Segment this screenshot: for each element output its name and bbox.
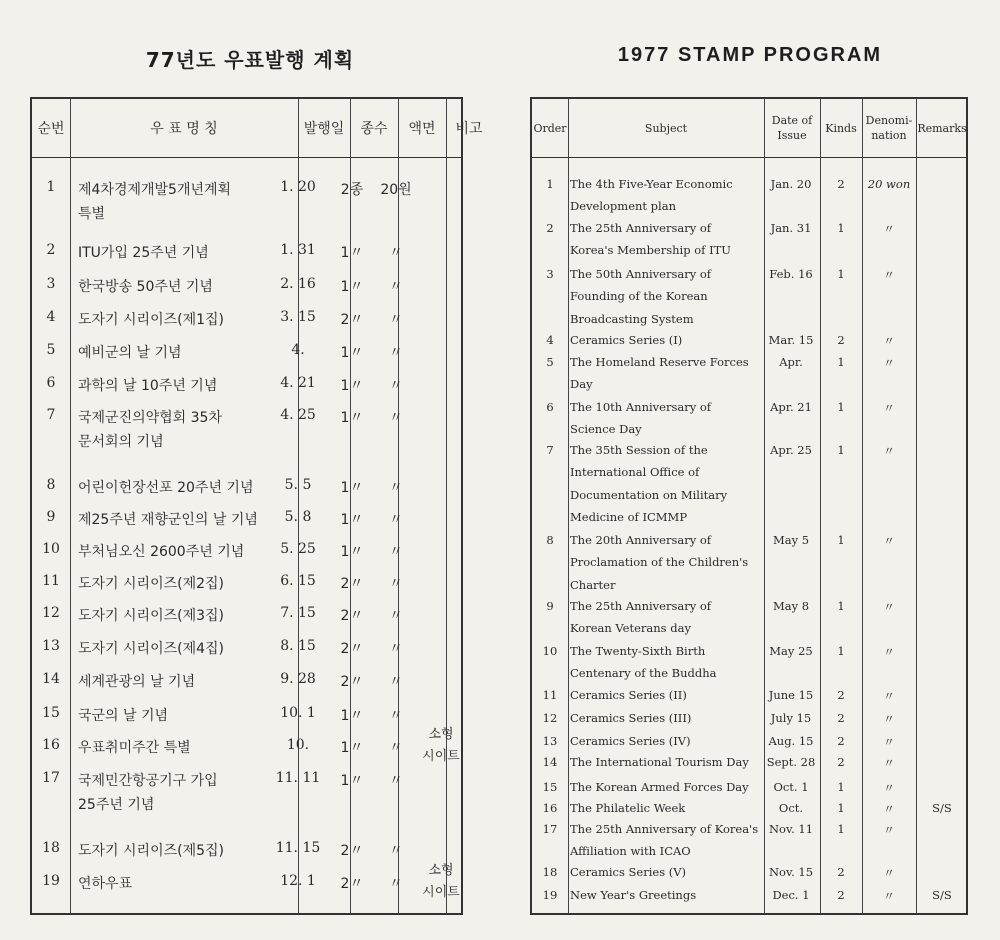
denomination: 〃 [883, 645, 895, 659]
subject: Ceramics Series (II) [570, 688, 687, 702]
issue-date: 12. 1 [280, 873, 316, 889]
row-order: 7 [546, 443, 554, 457]
stamp-name: 예비군의 날 기념 [78, 345, 182, 361]
header-remarks: Remarks [917, 121, 967, 135]
kinds: 1 [837, 355, 845, 369]
subject: Medicine of ICMMP [570, 509, 688, 524]
row-order: 10 [42, 541, 60, 557]
subject: International Office of [570, 465, 700, 480]
kinds: 1〃 [340, 544, 364, 560]
row-order: 1 [546, 177, 554, 191]
row-order: 12 [42, 605, 60, 621]
header-order: 순번 [37, 121, 65, 137]
denomination: 〃 [883, 889, 895, 903]
denomination: 〃 [389, 641, 403, 657]
issue-date: 1. 20 [280, 179, 316, 195]
stamp-name: 어린이헌장선포 20주년 기념 [78, 480, 254, 496]
kinds: 2〃 [340, 608, 364, 624]
kinds: 2〃 [340, 312, 364, 328]
subject: New Year's Greetings [570, 888, 697, 902]
remarks: 소형 [428, 727, 454, 742]
header-name: 우 표 명 칭 [150, 121, 218, 137]
row-order: 19 [542, 888, 558, 902]
kinds: 1〃 [340, 773, 364, 789]
kinds: 2종 [340, 182, 364, 198]
kinds: 1〃 [340, 708, 364, 724]
stamp-name: 특별 [78, 206, 106, 222]
remarks: 시이트 [422, 885, 460, 900]
subject: The 25th Anniversary of [570, 221, 712, 235]
denomination: 〃 [883, 268, 895, 282]
issue-date: 4. 21 [280, 375, 316, 391]
subject: Day [570, 377, 593, 392]
kinds: 2〃 [340, 876, 364, 892]
subject: The 25th Anniversary of Korea's [570, 822, 759, 836]
issue-date: 5. 25 [280, 541, 316, 557]
denomination: 〃 [389, 674, 403, 690]
denomination: 〃 [389, 245, 403, 261]
date-of-issue: Oct. [778, 801, 804, 815]
denomination: 〃 [883, 534, 895, 548]
row-order: 10 [542, 644, 558, 658]
korean-stamp-table [30, 97, 483, 915]
english-table-header [532, 99, 966, 158]
issue-date: 10. 1 [280, 705, 316, 721]
subject: Centenary of the Buddha [570, 666, 717, 681]
denomination: 〃 [883, 781, 895, 795]
row-order: 19 [42, 873, 60, 889]
header-date: 발행일 [303, 121, 345, 137]
subject: Charter [570, 577, 616, 592]
subject: The Korean Armed Forces Day [570, 780, 749, 794]
denomination: 〃 [883, 866, 895, 880]
issue-date: 5. 8 [284, 509, 312, 525]
denomination: 〃 [389, 544, 403, 560]
subject: Ceramics Series (I) [570, 333, 683, 347]
subject: The 20th Anniversary of [570, 533, 712, 547]
denomination: 〃 [883, 712, 895, 726]
kinds: 1〃 [340, 345, 364, 361]
issue-date: 4. 25 [280, 407, 316, 423]
row-order: 18 [542, 865, 558, 879]
stamp-name: 문서회의 기념 [78, 434, 164, 450]
denomination: 〃 [883, 401, 895, 415]
row-order: 16 [542, 801, 558, 815]
row-order: 2 [546, 221, 554, 235]
subject: Ceramics Series (III) [570, 711, 692, 725]
row-order: 15 [542, 780, 558, 794]
denomination: 〃 [389, 512, 403, 528]
stamp-name: 제25주년 재향군인의 날 기념 [78, 512, 258, 528]
date-of-issue: May 25 [769, 644, 813, 658]
row-order: 4 [46, 309, 56, 325]
korean-table-header [32, 99, 483, 158]
stamp-name: 도자기 시리이즈(제1집) [78, 312, 224, 328]
row-order: 3 [46, 276, 56, 292]
kinds: 1 [837, 533, 845, 547]
kinds: 2〃 [340, 674, 364, 690]
denomination: 〃 [883, 222, 895, 236]
kinds: 2 [837, 888, 845, 902]
date-of-issue: July 15 [770, 711, 812, 725]
kinds: 1〃 [340, 480, 364, 496]
denomination: 〃 [883, 823, 895, 837]
row-order: 9 [546, 599, 554, 613]
denomination: 〃 [883, 334, 895, 348]
kinds: 2 [837, 711, 845, 725]
row-order: 14 [542, 755, 558, 769]
denomination: 〃 [389, 480, 403, 496]
subject: The 35th Session of the [570, 443, 708, 457]
denomination: 20원 [380, 182, 412, 198]
kinds: 1〃 [340, 410, 364, 426]
date-of-issue: Aug. 15 [768, 734, 814, 748]
subject: The 50th Anniversary of [570, 267, 712, 281]
row-order: 4 [546, 333, 554, 347]
stamp-name: 우표취미주간 특별 [78, 740, 191, 756]
denomination: 〃 [389, 708, 403, 724]
kinds: 2 [837, 333, 845, 347]
stamp-name: 도자기 시리이즈(제2집) [78, 576, 224, 592]
date-of-issue: Jan. 31 [770, 221, 812, 235]
row-order: 6 [546, 400, 554, 414]
kinds: 1〃 [340, 279, 364, 295]
issue-date: 9. 28 [280, 671, 316, 687]
date-of-issue: Nov. 15 [768, 865, 814, 879]
denomination: 〃 [389, 312, 403, 328]
subject: The International Tourism Day [570, 755, 749, 769]
denomination: 〃 [389, 410, 403, 426]
denomination: 〃 [389, 773, 403, 789]
kinds: 2〃 [340, 641, 364, 657]
denomination: 〃 [389, 378, 403, 394]
row-order: 5 [46, 342, 56, 358]
denomination: 〃 [883, 444, 895, 458]
subject: Affiliation with ICAO [570, 844, 691, 859]
header-kinds: 종수 [360, 121, 388, 137]
row-order: 18 [42, 840, 60, 856]
kinds: 1 [837, 400, 845, 414]
subject: The Philatelic Week [570, 801, 686, 815]
kinds: 2 [837, 734, 845, 748]
kinds: 2〃 [340, 576, 364, 592]
issue-date: 5. 5 [284, 477, 312, 493]
stamp-name: 국군의 날 기념 [78, 708, 169, 724]
stamp-name: ITU가입 25주년 기념 [78, 245, 209, 261]
subject: Korean Veterans day [570, 621, 691, 636]
issue-date: 11. 11 [275, 770, 321, 786]
stamp-name: 국제민간항공기구 가입 [78, 773, 218, 789]
subject: The 4th Five-Year Economic [570, 177, 733, 191]
row-order: 1 [46, 179, 56, 195]
remarks: S/S [932, 801, 952, 815]
date-of-issue: Jan. 20 [770, 177, 812, 191]
subject: Founding of the Korean [570, 289, 708, 304]
row-order: 15 [42, 705, 60, 721]
kinds: 1 [837, 599, 845, 613]
stamp-name: 연하우표 [78, 876, 133, 892]
subject: The Twenty-Sixth Birth [570, 644, 706, 658]
kinds: 1 [837, 822, 845, 836]
denomination: 〃 [883, 356, 895, 370]
date-of-issue: Nov. 11 [768, 822, 814, 836]
subject: Korea's Membership of ITU [570, 243, 731, 258]
issue-date: 1. 31 [280, 242, 316, 258]
date-of-issue: Mar. 15 [768, 333, 814, 347]
row-order: 16 [42, 737, 60, 753]
subject: Proclamation of the Children's [570, 555, 749, 570]
header-subject: Subject [644, 121, 688, 135]
header-denomination: Denomi- nation [865, 114, 913, 142]
header-denomination: 액면 [408, 121, 436, 137]
stamp-name: 세계관광의 날 기념 [78, 674, 196, 690]
kinds: 1 [837, 267, 845, 281]
english-stamp-table [530, 97, 968, 915]
denomination: 〃 [389, 740, 403, 756]
date-of-issue: Apr. 21 [770, 400, 812, 414]
denomination: 〃 [389, 608, 403, 624]
header-kinds: Kinds [825, 121, 857, 135]
row-order: 6 [46, 375, 56, 391]
row-order: 17 [42, 770, 60, 786]
issue-date: 2. 16 [280, 276, 316, 292]
row-order: 14 [42, 671, 60, 687]
remarks: 시이트 [422, 749, 460, 764]
denomination: 〃 [389, 843, 403, 859]
date-of-issue: Feb. 16 [769, 267, 813, 281]
kinds: 1 [837, 801, 845, 815]
header-order: Order [533, 121, 567, 135]
header-date-of-issue: Date of Issue [771, 114, 813, 142]
date-of-issue: Apr. [779, 355, 803, 369]
row-order: 2 [46, 242, 56, 258]
kinds: 1〃 [340, 245, 364, 261]
kinds: 1 [837, 443, 845, 457]
issue-date: 6. 15 [280, 573, 316, 589]
row-order: 17 [542, 822, 558, 836]
denomination: 〃 [883, 689, 895, 703]
denomination: 〃 [389, 576, 403, 592]
stamp-name: 도자기 시리이즈(제4집) [78, 641, 224, 657]
issue-date: 10. [286, 737, 310, 753]
row-order: 7 [46, 407, 56, 423]
subject: The Homeland Reserve Forces [570, 355, 749, 369]
subject: Ceramics Series (IV) [570, 734, 691, 748]
header-remarks: 비고 [455, 121, 483, 137]
row-order: 11 [42, 573, 60, 589]
issue-date: 3. 15 [280, 309, 316, 325]
remarks: 소형 [428, 863, 454, 878]
subject: Ceramics Series (V) [570, 865, 687, 879]
date-of-issue: Dec. 1 [772, 888, 810, 902]
kinds: 2 [837, 688, 845, 702]
denomination: 〃 [389, 876, 403, 892]
kinds: 1 [837, 780, 845, 794]
kinds: 1 [837, 221, 845, 235]
stamp-name: 국제군진의약협회 35차 [78, 410, 222, 426]
stamp-name: 과학의 날 10주년 기념 [78, 378, 218, 394]
subject: Broadcasting System [570, 311, 694, 326]
kinds: 2 [837, 865, 845, 879]
kinds: 2〃 [340, 843, 364, 859]
row-order: 3 [546, 267, 554, 281]
row-order: 13 [542, 734, 558, 748]
row-order: 8 [546, 533, 554, 547]
issue-date: 4. [291, 342, 305, 358]
kinds: 1〃 [340, 378, 364, 394]
date-of-issue: Sept. 28 [766, 755, 816, 769]
subject: The 10th Anniversary of [570, 400, 712, 414]
denomination: 〃 [883, 600, 895, 614]
kinds: 2 [837, 177, 845, 191]
issue-date: 8. 15 [280, 638, 316, 654]
date-of-issue: Apr. 25 [770, 443, 812, 457]
row-order: 8 [46, 477, 56, 493]
denomination: 20 won [867, 177, 911, 191]
denomination: 〃 [883, 802, 895, 816]
subject: Documentation on Military [570, 487, 728, 502]
stamp-name: 부처님오신 2600주년 기념 [78, 544, 245, 560]
subject: Science Day [570, 422, 642, 437]
date-of-issue: May 5 [772, 533, 810, 547]
subject: Development plan [570, 199, 676, 214]
row-order: 12 [542, 711, 558, 725]
denomination: 〃 [883, 735, 895, 749]
row-order: 13 [42, 638, 60, 654]
kinds: 1 [837, 644, 845, 658]
kinds: 2 [837, 755, 845, 769]
date-of-issue: June 15 [768, 688, 814, 702]
row-order: 5 [546, 355, 554, 369]
stamp-name: 도자기 시리이즈(제3집) [78, 608, 224, 624]
date-of-issue: Oct. 1 [773, 780, 809, 794]
row-order: 9 [46, 509, 56, 525]
denomination: 〃 [389, 279, 403, 295]
denomination: 〃 [389, 345, 403, 361]
korean-program-title: 77년도 우표발행 계획 [145, 48, 355, 72]
issue-date: 11. 15 [275, 840, 321, 856]
stamp-name: 25주년 기념 [78, 797, 155, 813]
english-program-title: 1977 STAMP PROGRAM [617, 44, 883, 66]
subject: The 25th Anniversary of [570, 599, 712, 613]
kinds: 1〃 [340, 512, 364, 528]
date-of-issue: May 8 [772, 599, 810, 613]
stamp-name: 도자기 시리이즈(제5집) [78, 843, 224, 859]
kinds: 1〃 [340, 740, 364, 756]
row-order: 11 [542, 688, 558, 702]
stamp-name: 한국방송 50주년 기념 [78, 279, 213, 295]
denomination: 〃 [883, 756, 895, 770]
stamp-name: 제4차경제개발5개년계획 [78, 182, 232, 198]
issue-date: 7. 15 [280, 605, 316, 621]
remarks: S/S [932, 888, 952, 902]
